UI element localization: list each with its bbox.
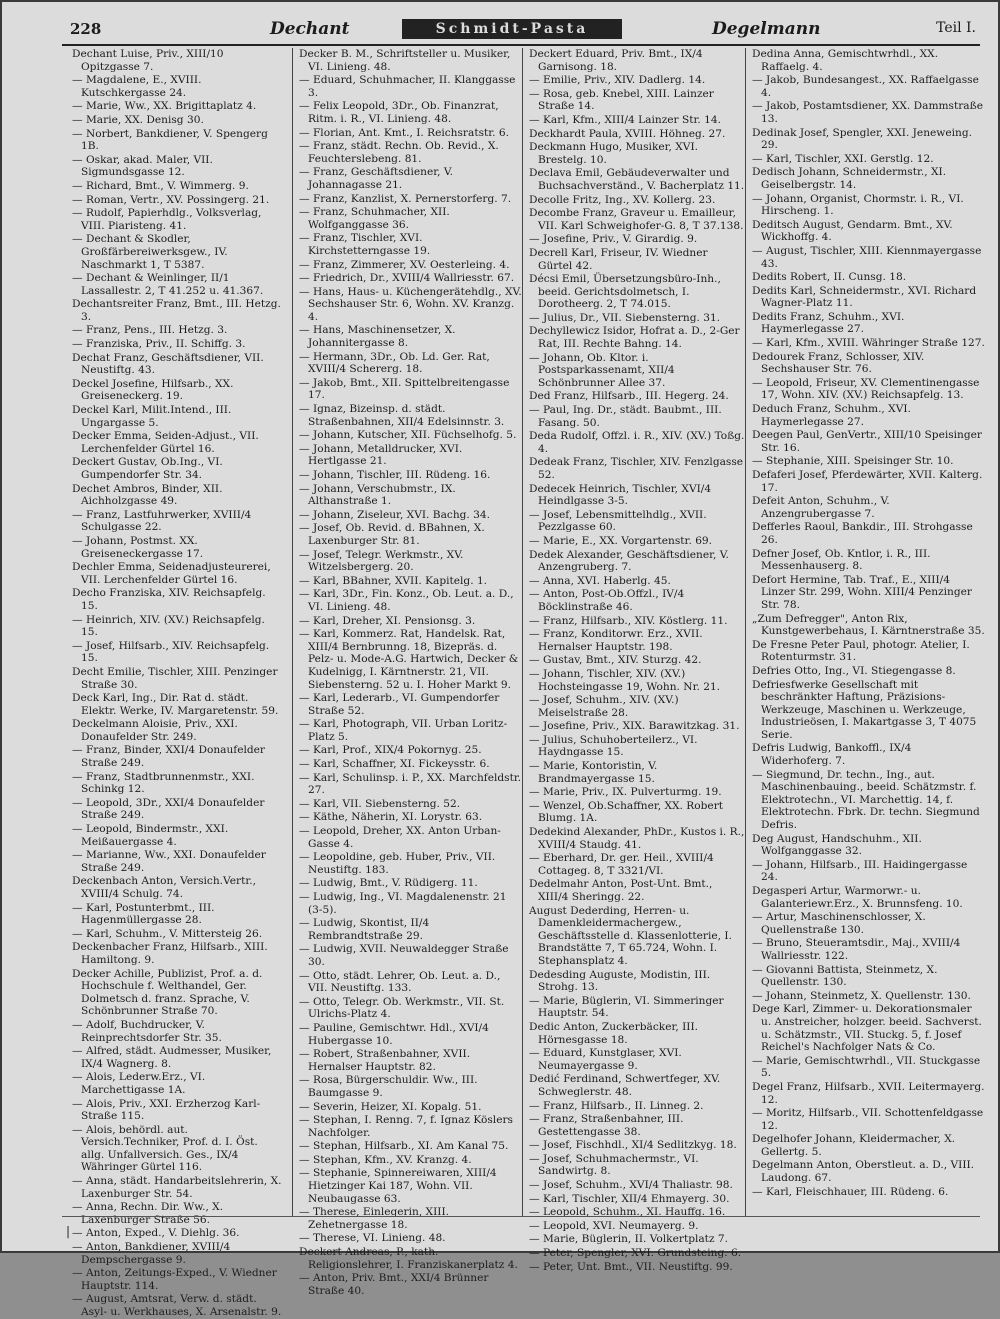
directory-entry: Dedekind Alexander, PhDr., Kustos i. R., XVIII/4 Staudg. 41. bbox=[529, 826, 745, 851]
directory-entry: — Karl, Kfm., XIII/4 Lainzer Str. 14. bbox=[529, 113, 721, 126]
directory-entry: — Eduard, Kunstglaser, XVI. Neumayergasse 9. bbox=[529, 1047, 682, 1072]
directory-entry: — Ludwig, Skontist, II/4 Rembrandtstraße 29. bbox=[299, 917, 430, 942]
directory-entry: — Johann, Postmst. XX. Greiseneckergasse 17. bbox=[72, 534, 204, 560]
directory-entry: — Rosa, Bürgerschuldir. Ww., III. Baumgasse 9. bbox=[299, 1074, 478, 1099]
directory-entry: Decho Franziska, XIV. Reichsapfelg. 15. bbox=[72, 587, 266, 612]
directory-entry: Deda Rudolf, Offzl. i. R., XIV. (XV.) Toßg. 4. bbox=[529, 430, 745, 455]
directory-entry: — Gustav, Bmt., XIV. Sturzg. 42. bbox=[529, 654, 702, 667]
directory-entry: — Anton, Exped., V. Diehlg. 36. bbox=[72, 1227, 240, 1240]
directory-entry: — Peter, Unt. Bmt., VII. Neustiftg. 99. bbox=[529, 1260, 733, 1273]
directory-entry: Deckelmann Aloisie, Priv., XXI. Donaufelder Str. 249. bbox=[72, 718, 238, 743]
directory-entry: — Heinrich, XIV. (XV.) Reichsapfelg. 15. bbox=[72, 613, 265, 639]
header-center-banner: Schmidt-Pasta bbox=[402, 19, 622, 39]
directory-entry: — Franz, Hilfsarb., XIV. Köstlerg. 11. bbox=[529, 614, 728, 627]
directory-entry: — Jakob, Postamtsdiener, XX. Dammstraße 13. bbox=[752, 100, 983, 125]
directory-entry: Decker B. M., Schriftsteller u. Musiker, VI. Linieng. 48. bbox=[299, 48, 511, 73]
directory-entry: — Anton, Bankdiener, XVIII/4 Dempschergasse 9. bbox=[72, 1241, 231, 1266]
directory-entry: — Siegmund, Dr. techn., Ing., aut. Maschinenbauing., beeid. Schätzmstr. f. Elektrotechn., VI. Marchettig. 14, f. Elektrotechn. Fbrk. Dr. techn. Siegmund Defris. bbox=[752, 768, 980, 832]
directory-entry: — Karl, VII. Siebensterng. 52. bbox=[299, 797, 461, 810]
directory-entry: — Anna, XVI. Haberlg. 45. bbox=[529, 574, 671, 587]
directory-entry: Dege Karl, Zimmer- u. Dekorationsmaler u. Anstreicher, holzger. beeid. Sachverst. u. Schätzmstr., VII. Stuckg. 5, f. Josef Reichel's Nachfolger Nats & Co. bbox=[752, 1003, 982, 1054]
directory-entry: — Rosa, geb. Knebel, XIII. Lainzer Straße 14. bbox=[529, 87, 714, 113]
directory-entry: — Stephanie, XIII. Speisinger Str. 10. bbox=[752, 455, 954, 468]
directory-entry: Deckert Andreas, P., kath. Religionslehrer, I. Franziskanerplatz 4. bbox=[299, 1246, 518, 1271]
directory-entry: Dedelmahr Anton, Post-Unt. Bmt., XIII/4 Sheringg. 22. bbox=[529, 878, 713, 903]
directory-entry: Dechyllewicz Isidor, Hofrat a. D., 2-Ger Rat, III. Rechte Bahng. 14. bbox=[529, 325, 740, 351]
directory-entry: — Julius, Dr., VII. Siebensterng. 31. bbox=[529, 311, 721, 324]
directory-entry: — Bruno, Steueramtsdir., Maj., XVIII/4 Wallriesstr. 122. bbox=[752, 937, 961, 962]
directory-entry: — Dechant & Weinlinger, II/1 Lassallestr. 2, T 41.252 u. 41.367. bbox=[72, 272, 264, 297]
header-part-label: Teil I. bbox=[936, 20, 976, 36]
directory-entry: — Marie, Ww., XX. Brigittaplatz 4. bbox=[72, 100, 257, 113]
directory-entry: — Marie, Kontoristin, V. Brandmayergasse 15. bbox=[529, 760, 658, 785]
directory-entry: — Alfred, städt. Audmesser, Musiker, IX/4 Wagnerg. 8. bbox=[72, 1045, 272, 1070]
directory-entry: Dechat Franz, Geschäftsdiener, VII. Neustiftg. 43. bbox=[72, 351, 264, 377]
directory-entry: — Johann, Ziseleur, XVI. Bachg. 34. bbox=[299, 508, 491, 521]
directory-entry: — Emilie, Priv., XIV. Dadlerg. 14. bbox=[529, 74, 706, 87]
directory-entry: — Alois, behördl. aut. Versich.Techniker, Prof. d. I. Öst. allg. Unfallversich. Ges., IX/4 Währinger Gürtel 116. bbox=[72, 1123, 258, 1174]
directory-entry: Deckel Karl, Milit.Intend., III. Ungargasse 5. bbox=[72, 404, 232, 429]
directory-entry: — Josefine, Priv., V. Girardig. 9. bbox=[529, 233, 698, 246]
directory-entry: Defferles Raoul, Bankdir., III. Strohgasse 26. bbox=[752, 521, 973, 546]
directory-entry: — Ludwig, Ing., VI. Magdalenenstr. 21 (3-5). bbox=[299, 891, 507, 916]
directory-entry: Deck Karl, Ing., Dir. Rat d. städt. Elektr. Werke, IV. Margaretenstr. 59. bbox=[72, 692, 279, 717]
column-4 bbox=[745, 48, 985, 1216]
directory-entry: Dedek Alexander, Geschäftsdiener, V. Anzengruberg. 7. bbox=[529, 548, 729, 574]
directory-entry: — Wenzel, Ob.Schaffner, XX. Robert Blumg. 1A. bbox=[529, 799, 724, 825]
directory-entry: — Franz, Kanzlist, X. Pernerstorferg. 7. bbox=[299, 192, 512, 205]
directory-entry: — Florian, Ant. Kmt., I. Reichsratstr. 6. bbox=[299, 126, 510, 139]
directory-entry: Defner Josef, Ob. Kntlor, i. R., III. Messenhauserg. 8. bbox=[752, 547, 931, 573]
directory-entry: — Franz, Geschäftsdiener, V. Johannagasse 21. bbox=[299, 166, 454, 191]
directory-entry: Degel Franz, Hilfsarb., XVII. Leitermayerg. 12. bbox=[752, 1080, 985, 1106]
directory-entry: — Severin, Heizer, XI. Kopalg. 51. bbox=[299, 1100, 482, 1113]
directory-entry: — Johann, Verschubmstr., IX. Althanstraße 1. bbox=[299, 482, 456, 508]
directory-entry: Dedeak Franz, Tischler, XIV. Fenzlgasse 52. bbox=[529, 456, 744, 481]
directory-entry: Deckert Eduard, Priv. Bmt., IX/4 Garnisong. 18. bbox=[529, 48, 703, 73]
directory-entry: — Johann, Metalldrucker, XVI. Hertlgasse 21. bbox=[299, 442, 463, 468]
directory-entry: — Hans, Maschinensetzer, X. Johannitergasse 8. bbox=[299, 324, 456, 350]
directory-entry: Defaferi Josef, Pferdewärter, XVII. Kalterg. 17. bbox=[752, 469, 983, 494]
directory-entry: — Marie, Priv., IX. Pulverturmg. 19. bbox=[529, 786, 722, 799]
directory-entry: Dedinak Josef, Spengler, XXI. Jeneweing. 29. bbox=[752, 126, 972, 152]
directory-entry: — Johann, Ob. Kltor. i. Postsparkassenamt, XII/4 Schönbrunner Allee 37. bbox=[529, 351, 675, 389]
directory-entry: — Karl, Photograph, VII. Urban Loritz-Platz 5. bbox=[299, 718, 508, 743]
directory-entry: — Marie, E., XX. Vorgartenstr. 69. bbox=[529, 534, 713, 547]
directory-entry: Dedic Anton, Zuckerbäcker, III. Hörnesgasse 18. bbox=[529, 1020, 699, 1046]
directory-entry: Décsi Emil, Übersetzungsbüro-Inh., beeid. Gerichtsdolmetsch, I. Dorotheerg. 2, T 74.015. bbox=[529, 273, 721, 311]
directory-entry: Deckhardt Paula, XVIII. Höhneg. 27. bbox=[529, 127, 726, 140]
directory-entry: Degelmann Anton, Oberstleut. a. D., VIII. Laudong. 67. bbox=[752, 1159, 975, 1185]
directory-entry: Dedits Karl, Schneidermstr., XVI. Richard Wagner-Platz 11. bbox=[752, 284, 977, 310]
directory-entry: Deckel Josefine, Hilfsarb., XX. Greiseneckerg. 19. bbox=[72, 377, 234, 403]
directory-entry: Dedisch Johann, Schneidermstr., XI. Geiselbergstr. 14. bbox=[752, 166, 947, 191]
directory-entry: — Felix Leopold, 3Dr., Ob. Finanzrat, Ritm. i. R., VI. Linieng. 48. bbox=[299, 100, 499, 125]
directory-entry: Decombe Franz, Graveur u. Emailleur, VII. Karl Schweighofer-G. 8, T 37.138. bbox=[529, 207, 744, 232]
directory-entry: Decolle Fritz, Ing., XV. Kollerg. 23. bbox=[529, 193, 716, 206]
directory-entry: — August, Amtsrat, Verw. d. städt. Asyl- u. Werkhauses, X. Arsenalstr. 9. bbox=[72, 1293, 282, 1318]
directory-entry: — Josef, Schuhm., XIV. (XV.) Meiselstraße 28. bbox=[529, 694, 679, 719]
directory-entry: — Franz, Straßenbahner, III. Gestettengasse 38. bbox=[529, 1113, 684, 1138]
footer-mark: | bbox=[66, 1224, 71, 1238]
page-header bbox=[62, 10, 980, 46]
directory-entry: — Karl, Schuhm., V. Mittersteig 26. bbox=[72, 927, 263, 940]
directory-entry: Dedits Robert, II. Cunsg. 18. bbox=[752, 271, 907, 284]
header-first-entry: Dechant bbox=[270, 19, 350, 39]
directory-entry: De Fresne Peter Paul, photogr. Atelier, I. Rotenturmstr. 31. bbox=[752, 638, 970, 664]
directory-entry: — Johann, Tischler, III. Rüdeng. 16. bbox=[299, 469, 491, 481]
directory-entry: — Moritz, Hilfsarb., VII. Schottenfeldgasse 12. bbox=[752, 1107, 984, 1132]
directory-entry: — Leopold, Dreher, XX. Anton Urban-Gasse 4. bbox=[299, 825, 501, 850]
directory-entry: Dedecek Heinrich, Tischler, XVI/4 Heindlgasse 3-5. bbox=[529, 482, 712, 508]
directory-entry: — Marie, XX. Denisg 30. bbox=[72, 113, 204, 126]
directory-entry: — Dechant & Skodler, Großfärbereiwerksgew., IV. Naschmarkt 1, T 5387. bbox=[72, 233, 228, 271]
directory-entry: Dedesding Auguste, Modistin, III. Strohg. 13. bbox=[529, 968, 711, 994]
directory-entry: — Eduard, Schuhmacher, II. Klanggasse 3. bbox=[299, 74, 516, 99]
directory-entry: — Karl, Prof., XIX/4 Pokornyg. 25. bbox=[299, 744, 482, 757]
directory-entry: — Jakob, Bundesangest., XX. Raffaelgasse 4. bbox=[752, 74, 979, 99]
directory-entry: — Rudolf, Papierhdlg., Volksverlag, VIII. Piaristeng. 41. bbox=[72, 207, 262, 232]
directory-entry: Declava Emil, Gebäudeverwalter und Buchsachverständ., V. Bacherplatz 11. bbox=[529, 167, 745, 192]
directory-entry: — Oskar, akad. Maler, VII. Sigmundsgasse 12. bbox=[72, 153, 213, 179]
directory-entry: — Leopold, Friseur, XV. Clementinengasse 17, Wohn. XIV. (XV.) Reichsapfelg. 13. bbox=[752, 376, 980, 402]
directory-entry: Dedits Franz, Schuhm., XVI. Haymerlegasse 27. bbox=[752, 310, 905, 336]
directory-entry: Decrell Karl, Friseur, IV. Wiedner Gürtel 42. bbox=[529, 246, 708, 272]
directory-entry: Dedina Anna, Gemischtwrhdl., XX. Raffaelg. 4. bbox=[752, 48, 939, 73]
directory-entry: Defeit Anton, Schuhm., V. Anzengrubergasse 7. bbox=[752, 495, 890, 520]
bottom-rule bbox=[62, 1216, 980, 1217]
directory-entry: „Zum Defregger", Anton Rix, Kunstgewerbehaus, I. Kärntnerstraße 35. bbox=[752, 612, 985, 638]
directory-entry: — Josef, Schuhmachermstr., VI. Sandwirtg. 8. bbox=[529, 1152, 699, 1178]
directory-entry: Ded Franz, Hilfsarb., III. Hegerg. 24. bbox=[529, 390, 729, 403]
directory-entry: Deckmann Hugo, Musiker, XVI. Brestelg. 10. bbox=[529, 141, 699, 166]
directory-entry: — Therese, VI. Linieng. 48. bbox=[299, 1232, 446, 1245]
page-number: 228 bbox=[70, 20, 102, 38]
directory-entry: — Josef, Lebensmittelhdlg., XVII. Pezzlgasse 60. bbox=[529, 508, 707, 534]
directory-entry: — Alois, Priv., XXI. Erzherzog Karl-Straße 115. bbox=[72, 1097, 261, 1123]
directory-entry: — Johann, Steinmetz, X. Quellenstr. 130. bbox=[752, 989, 971, 1002]
directory-entry: — Eberhard, Dr. ger. Heil., XVIII/4 Cottageg. 8, T 3321/VI. bbox=[529, 852, 714, 877]
directory-entry: — Magdalene, E., XVIII. Kutschkergasse 24. bbox=[72, 74, 202, 99]
directory-entry: — Stephan, I. Renng. 7, f. Ignaz Köslers Nachfolger. bbox=[299, 1114, 513, 1139]
directory-entry: — Norbert, Bankdiener, V. Spengerg 1B. bbox=[72, 127, 268, 153]
directory-entry: Decker Emma, Seiden-Adjust., VII. Lerchenfelder Gürtel 16. bbox=[72, 430, 259, 455]
directory-entry: — Leopoldine, geb. Huber, Priv., VII. Neustiftg. 183. bbox=[299, 851, 496, 876]
directory-entry: — Anna, Rechn. Dir. Ww., X. Laxenburger Straße 56. bbox=[72, 1201, 224, 1226]
directory-entry: — Stephanie, Spinnereiwaren, XIII/4 Hietzinger Kai 187, Wohn. VII. Neubaugasse 63. bbox=[299, 1167, 497, 1205]
directory-entry: Defries Otto, Ing., VI. Stiegengasse 8. bbox=[752, 664, 956, 677]
directory-entry: — Franz, Lastfuhrwerker, XVIII/4 Schulgasse 22. bbox=[72, 508, 252, 534]
directory-entry: — Leopold, Bindermstr., XXI. Meißauergasse 4. bbox=[72, 823, 229, 848]
directory-entry: — Robert, Straßenbahner, XVII. Hernalser Hauptstr. 82. bbox=[299, 1048, 471, 1073]
directory-entry: — Anton, Zeitungs-Exped., V. Wiedner Hauptstr. 114. bbox=[72, 1267, 277, 1292]
directory-entry: — Ignaz, Bizeinsp. d. städt. Straßenbahnen, XII/4 Edelsinnstr. 3. bbox=[299, 403, 505, 428]
directory-entry: — Josef, Hilfsarb., XIV. Reichsapfelg. 15. bbox=[72, 639, 270, 665]
directory-entry: — August, Tischler, XIII. Kiennmayergasse 43. bbox=[752, 244, 982, 270]
directory-entry: — Leopold, XVI. Neumayerg. 9. bbox=[529, 1219, 699, 1232]
directory-entry: — Marie, Büglerin, II. Volkertplatz 7. bbox=[529, 1233, 728, 1246]
column-2 bbox=[292, 48, 523, 1297]
directory-entry: — Therese, Einlegerin, XIII. Zehetnergasse 18. bbox=[299, 1206, 450, 1231]
directory-entry: — Johann, Kutscher, XII. Füchselhofg. 5. bbox=[299, 429, 517, 442]
directory-entry: — Friedrich, Dr., XVIII/4 Wallriesstr. 67. bbox=[299, 272, 515, 285]
directory-entry: — Roman, Vertr., XV. Possingerg. 21. bbox=[72, 193, 270, 206]
directory-entry: — Otto, städt. Lehrer, Ob. Leut. a. D., VII. Neustiftg. 133. bbox=[299, 969, 501, 995]
directory-entry: Dedourek Franz, Schlosser, XIV. Sechshauser Str. 76. bbox=[752, 350, 925, 376]
directory-entry: Deckenbach Anton, Versich.Vertr., XVIII/4 Schulg. 74. bbox=[72, 875, 256, 900]
directory-entry: — Johann, Tischler, XIV. (XV.) Hochsteingasse 19, Wohn. Nr. 21. bbox=[529, 667, 721, 693]
directory-entry: — Marie, Büglerin, VI. Simmeringer Hauptstr. 54. bbox=[529, 994, 724, 1020]
directory-entry: — Pauline, Gemischtwr. Hdl., XVI/4 Hubergasse 10. bbox=[299, 1021, 489, 1047]
directory-entry: — Karl, Tischler, XXI. Gerstlg. 12. bbox=[752, 152, 934, 165]
directory-entry: — Giovanni Battista, Steinmetz, X. Quellenstr. 130. bbox=[752, 963, 938, 989]
directory-entry: Degasperi Artur, Warmorwr.- u. Galanteriewr.Erz., X. Brunnsfeng. 10. bbox=[752, 885, 963, 910]
directory-entry: Degelhofer Johann, Kleidermacher, X. Gellertg. 5. bbox=[752, 1133, 956, 1158]
directory-entry: — Marianne, Ww., XXI. Donaufelder Straße 249. bbox=[72, 849, 266, 874]
directory-entry: — Karl, 3Dr., Fin. Konz., Ob. Leut. a. D., VI. Linieng. 48. bbox=[299, 588, 514, 613]
directory-entry: — Karl, BBahner, XVII. Kapitelg. 1. bbox=[299, 574, 488, 587]
directory-entry: Deckenbacher Franz, Hilfsarb., XIII. Hamiltong. 9. bbox=[72, 941, 268, 966]
directory-entry: — Karl, Schaffner, XI. Fickeysstr. 6. bbox=[299, 758, 490, 771]
directory-entry: — Alois, Lederw.Erz., VI. Marchettigasse 1A. bbox=[72, 1071, 206, 1096]
directory-entry: — Franz, Hilfsarb., II. Linneg. 2. bbox=[529, 1099, 704, 1112]
directory-entry: — Artur, Maschinenschlosser, X. Quellenstraße 130. bbox=[752, 911, 926, 936]
directory-entry: — Stephan, Hilfsarb., XI. Am Kanal 75. bbox=[299, 1140, 509, 1153]
directory-entry: — Franz, städt. Rechn. Ob. Revid., X. Feuchterslebeng. 81. bbox=[299, 140, 499, 165]
directory-entry: Defriesfwerke Gesellschaft mit beschränkter Haftung, Präzisions-Werkzeuge, Maschinen u. Werkzeuge, Industrieösen, I. Makartgasse 3, T 4075 Serie. bbox=[752, 678, 977, 741]
column-1 bbox=[72, 48, 284, 1318]
directory-entry: — Karl, Tischler, XII/4 Ehmayerg. 30. bbox=[529, 1192, 730, 1205]
directory-entry: Dechantsreiter Franz, Bmt., III. Hetzg. 3. bbox=[72, 298, 281, 323]
directory-entry: — Otto, Telegr. Ob. Werkmstr., VII. St. Ulrichs-Platz 4. bbox=[299, 995, 505, 1021]
directory-entry: — Anton, Priv. Bmt., XXI/4 Brünner Straße 40. bbox=[299, 1272, 489, 1297]
directory-entry: — Franz, Konditorwr. Erz., XVII. Hernalser Hauptstr. 198. bbox=[529, 628, 703, 653]
header-last-entry: Degelmann bbox=[712, 19, 821, 39]
directory-entry: — Franz, Schuhmacher, XII. Wolfganggasse 36. bbox=[299, 206, 450, 231]
directory-entry: — Karl, Schulinsp. i. P., XX. Marchfeldstr. 27. bbox=[299, 771, 522, 797]
directory-entry: Deditsch August, Gendarm. Bmt., XV. Wickhoffg. 4. bbox=[752, 218, 953, 244]
directory-entry: — Marie, Gemischtwrhdl., VII. Stuckgasse 5. bbox=[752, 1054, 981, 1080]
directory-entry: — Karl, Kommerz. Rat, Handelsk. Rat, XIII/4 Bernbrunng. 18, Bizepräs. d. Pelz- u. Mode-A.G. Hartwich, Decker & Kudelnigg, I. Kärntnerstr. 21, VII. Siebensterng. 52 u. I. Hoher Markt 9. bbox=[299, 628, 519, 691]
directory-entry: — Jakob, Bmt., XII. Spittelbreitengasse 17. bbox=[299, 376, 510, 402]
directory-entry: — Anton, Post-Ob.Offzl., IV/4 Böcklinstraße 46. bbox=[529, 588, 685, 613]
directory-entry: — Richard, Bmt., V. Wimmerg. 9. bbox=[72, 179, 249, 192]
directory-entry: — Hans, Haus- u. Küchengerätehdlg., XV. Sechshauser Str. 6, Wohn. XV. Kranzg. 4. bbox=[299, 285, 522, 323]
directory-entry: August Dederding, Herren- u. Damenkleidermachergew., Geschäftsstelle d. Klassenlotterie, I. Brandstätte 7, T 65.724, Wohn. I. Stephansplatz 4. bbox=[529, 904, 732, 967]
directory-entry: Dechant Luise, Priv., XIII/10 Opitzgasse 7. bbox=[72, 48, 224, 73]
directory-entry: Deg August, Handschuhm., XII. Wolfganggasse 32. bbox=[752, 832, 922, 858]
directory-entry: — Franz, Stadtbrunnenmstr., XXI. Schinkg 12. bbox=[72, 770, 255, 796]
directory-entry: — Ludwig, Bmt., V. Rüdigerg. 11. bbox=[299, 877, 478, 890]
directory-entry: — Johann, Hilfsarb., III. Haidingergasse 24. bbox=[752, 858, 968, 884]
directory-entry: — Ludwig, XVII. Neuwaldegger Straße 30. bbox=[299, 943, 509, 968]
directory-entry: — Karl, Lederarb., VI. Gumpendorfer Straße 52. bbox=[299, 692, 500, 717]
directory-entry: — Franz, Binder, XXI/4 Donaufelder Straße 249. bbox=[72, 744, 265, 770]
directory-entry: — Anna, städt. Handarbeitslehrerin, X. Laxenburger Str. 54. bbox=[72, 1175, 282, 1200]
directory-entry: Dedić Ferdinand, Schwertfeger, XV. Schweglerstr. 48. bbox=[529, 1073, 721, 1098]
directory-entry: — Franziska, Priv., II. Schiffg. 3. bbox=[72, 338, 246, 351]
directory-entry: Deduch Franz, Schuhm., XVI. Haymerlegasse 27. bbox=[752, 403, 911, 428]
directory-entry: — Johann, Organist, Chormstr. i. R., VI. Hirscheng. 1. bbox=[752, 192, 964, 218]
directory-entry: — Peter, Spengler, XVI. Grundsteing. 6. bbox=[529, 1247, 742, 1260]
directory-entry: — Josef, Fischhdl., XI/4 Sedlitzkyg. 18. bbox=[529, 1139, 737, 1152]
directory-entry: — Josef, Ob. Revid. d. BBahnen, X. Laxenburger Str. 81. bbox=[299, 522, 485, 547]
directory-entry: — Karl, Postunterbmt., III. Hagenmüllergasse 28. bbox=[72, 901, 215, 927]
directory-entry: — Adolf, Buchdrucker, V. Reinprechtsdorfer Str. 35. bbox=[72, 1018, 222, 1044]
directory-entry: — Karl, Dreher, XI. Pensionsg. 3. bbox=[299, 614, 476, 627]
directory-entry: — Josef, Schuhm., XVI/4 Thaliastr. 98. bbox=[529, 1179, 733, 1192]
directory-entry: — Julius, Schuhoberteilerz., VI. Haydngasse 15. bbox=[529, 733, 698, 759]
column-3 bbox=[522, 48, 745, 1273]
directory-entry: — Stephan, Kfm., XV. Kranzg. 4. bbox=[299, 1153, 472, 1166]
directory-entry: Dechler Emma, Seidenadjusteurerei, VII. Lerchenfelder Gürtel 16. bbox=[72, 561, 271, 586]
directory-entry: — Franz, Tischler, XVI. Kirchstetterngasse 19. bbox=[299, 232, 431, 257]
directory-entry: — Hermann, 3Dr., Ob. Ld. Ger. Rat, XVIII/4 Schererg. 18. bbox=[299, 350, 490, 376]
directory-entry: — Josef, Telegr. Werkmstr., XV. Witzelsbergerg. 20. bbox=[299, 548, 464, 574]
directory-entry: — Leopold, 3Dr., XXI/4 Donaufelder Straße 249. bbox=[72, 796, 265, 822]
directory-entry: — Franz, Pens., III. Hetzg. 3. bbox=[72, 324, 228, 337]
directory-entry: Defris Ludwig, Bankoffl., IX/4 Widerhoferg. 7. bbox=[752, 742, 912, 768]
directory-entry: — Paul, Ing. Dr., städt. Baubmt., III. Fasang. 50. bbox=[529, 404, 722, 429]
directory-entry: — Leopold, Schuhm., XI. Hauffg. 16. bbox=[529, 1206, 726, 1219]
directory-entry: Deegen Paul, GenVertr., XIII/10 Speisinger Str. 16. bbox=[752, 429, 982, 454]
directory-entry: Decht Emilie, Tischler, XIII. Penzinger Straße 30. bbox=[72, 665, 278, 691]
directory-entry: — Franz, Zimmerer, XV. Oesterleing. 4. bbox=[299, 258, 510, 271]
directory-entry: — Karl, Fleischhauer, III. Rüdeng. 6. bbox=[752, 1185, 949, 1198]
directory-entry: Deckert Gustav, Ob.Ing., VI. Gumpendorfer Str. 34. bbox=[72, 456, 223, 481]
directory-entry: Defort Hermine, Tab. Traf., E., XIII/4 Linzer Str. 299, Wohn. XIII/4 Penzinger Str. 78. bbox=[752, 573, 972, 611]
directory-entry: Decker Achille, Publizist, Prof. a. d. Hochschule f. Welthandel, Ger. Dolmetsch d. franz. Sprache, V. Schönbrunner Straße 70. bbox=[72, 967, 263, 1018]
directory-entry: Dechet Ambros, Binder, XII. Aichholzgasse 49. bbox=[72, 482, 223, 508]
directory-entry: — Käthe, Näherin, XI. Lorystr. 63. bbox=[299, 811, 483, 824]
directory-entry: — Karl, Kfm., XVIII. Währinger Straße 127. bbox=[752, 337, 985, 350]
directory-entry: — Josefine, Priv., XIX. Barawitzkag. 31. bbox=[529, 720, 740, 733]
